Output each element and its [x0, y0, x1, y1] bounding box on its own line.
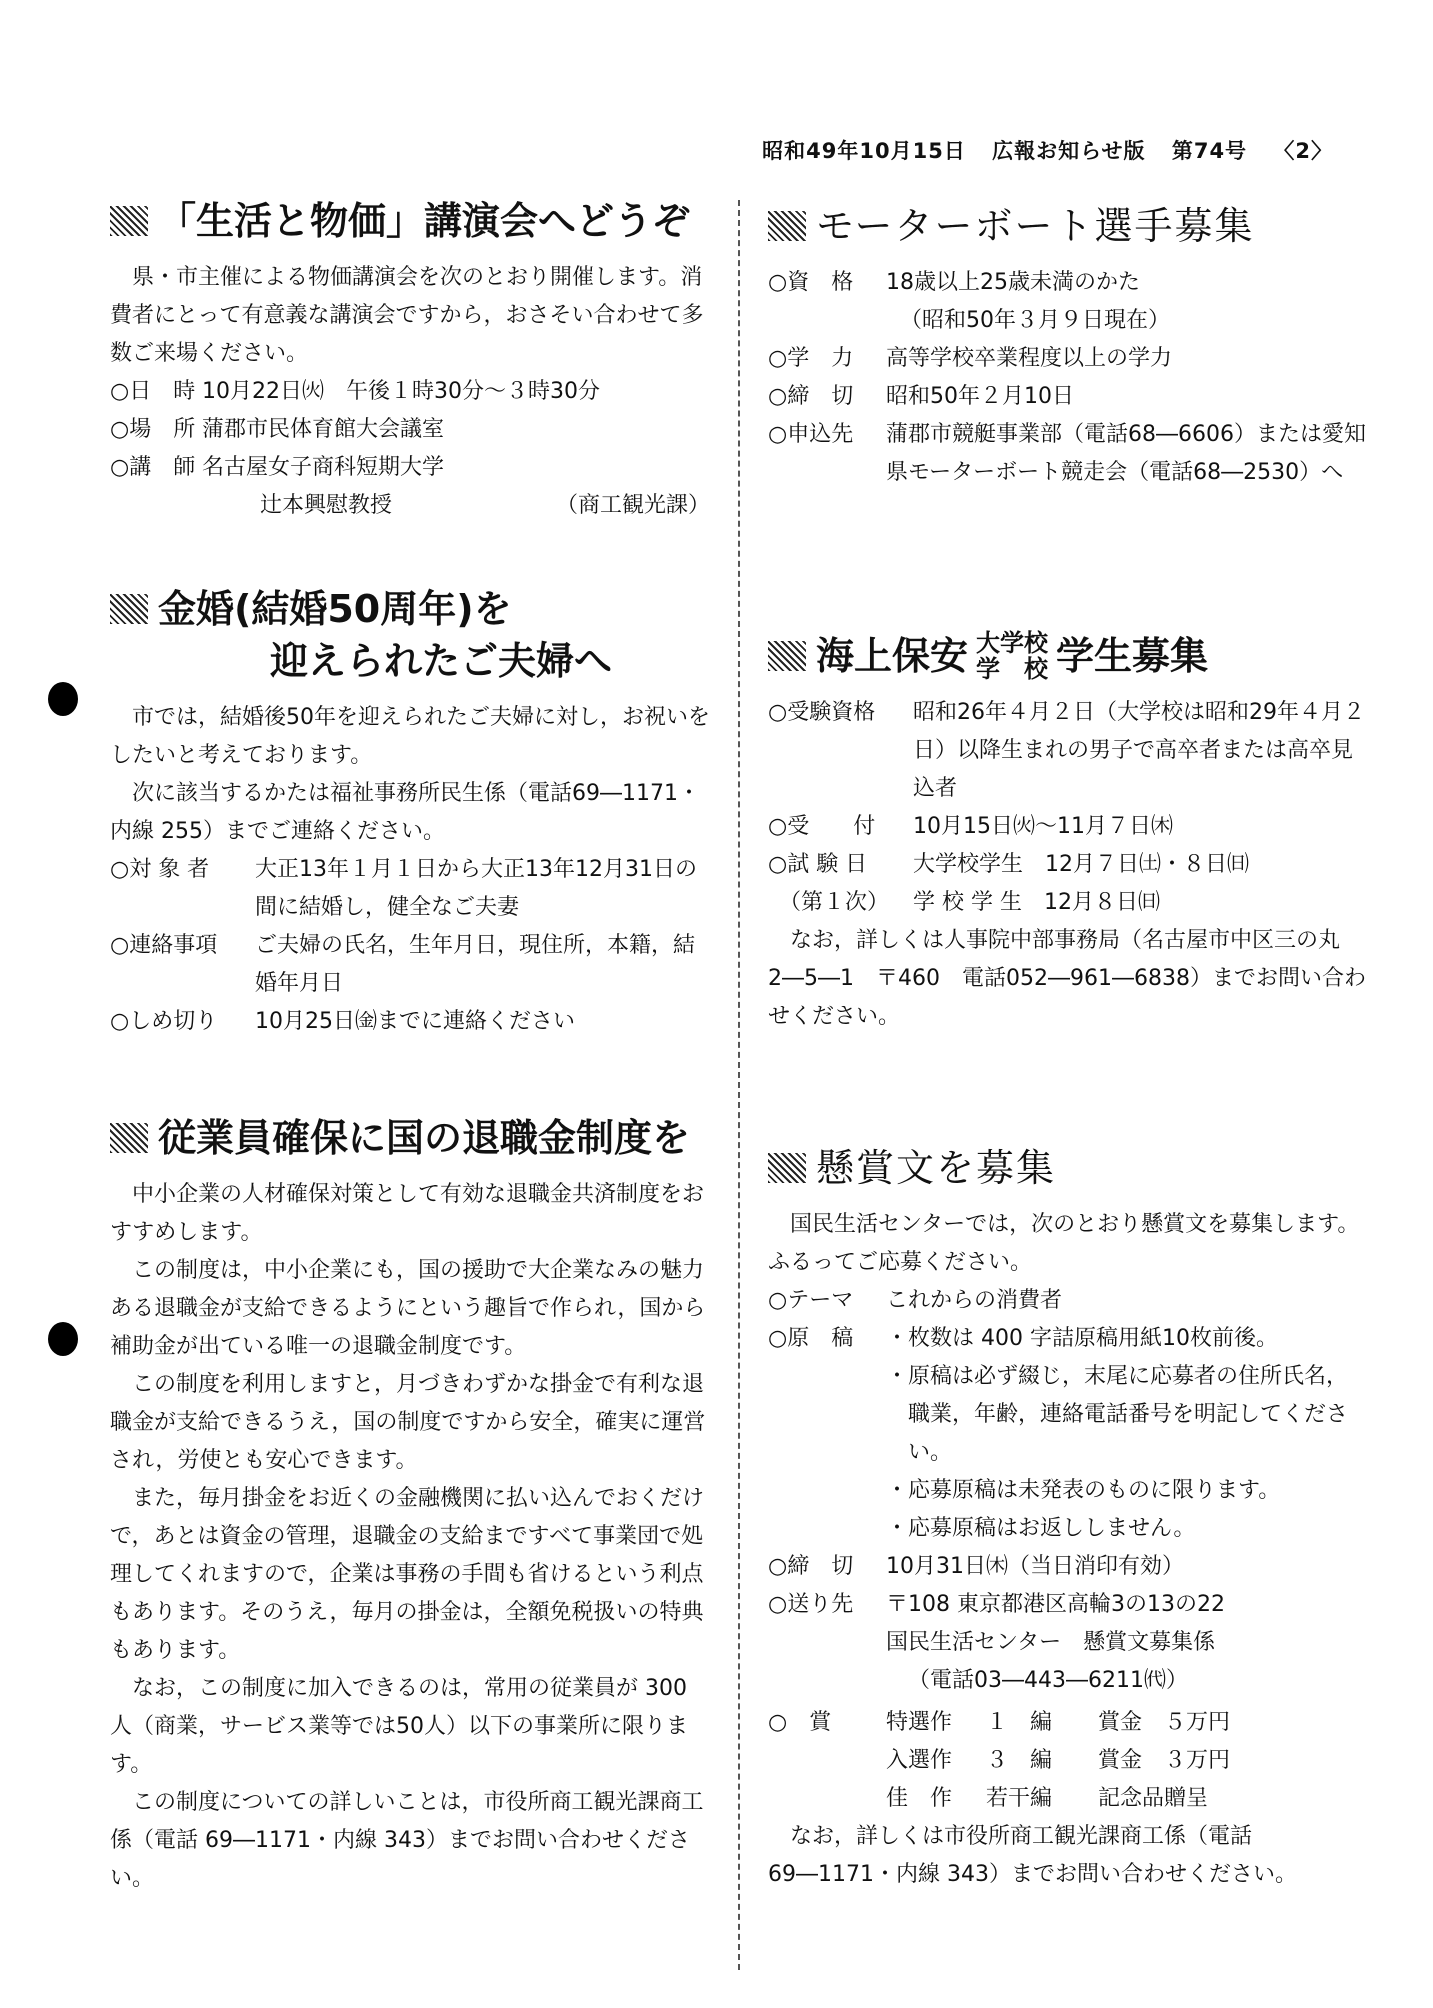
hatch-icon [768, 1153, 806, 1183]
retirement-para-6: この制度についての詳しいことは，市役所商工観光課商工係（電話 69―1171・内線 343）までお問い合わせください。 [110, 1790, 704, 1891]
prize-row: 特選作 １ 編 賞金 ５万円 [886, 1710, 1231, 1735]
retirement-para-5: なお，この制度に加入できるのは，常用の従業員が 300 人（商業，サービス業等では50人）以下の事業所に限ります。 [110, 1676, 688, 1777]
header-date: 昭和49年10月15日 [762, 139, 966, 163]
punch-hole-top [48, 682, 78, 716]
boat-item-deadline: ○締 切 昭和50年２月10日 [768, 384, 1074, 409]
lecture-title: 「生活と物価」講演会へどうぞ [110, 195, 710, 247]
golden-title-line1: 金婚(結婚50周年)を [110, 583, 710, 635]
prize-row: 入選作 ３ 編 賞金 ３万円 [886, 1748, 1231, 1773]
hatch-icon [768, 211, 806, 241]
essay-item-manuscript: ○原 稿 ・ 枚数は 400 字詰原稿用紙10枚前後。 ・ 原稿は必ず綴じ，末尾に応募者の住所氏名，職業，年齢，連絡電話番号を明記してください。 ・ 応募原稿は未発表のものに限ります。 ・ 応募原稿はお返ししません。 [768, 1320, 1368, 1548]
essay-recipient: 国民生活センター 懸賞文募集係 [886, 1630, 1216, 1655]
boat-title: モーターボート選手募集 [768, 200, 1368, 252]
coast-item-exam-first: （第１次） 学 校 学 生 12月８日㈰ [768, 890, 1160, 915]
retirement-section [110, 1112, 710, 1898]
lecture-intro: 県・市主催による物価講演会を次のとおり開催します。消費者にとって有意義な講演会ですから，おさそい合わせて多数ご来場ください。 [110, 265, 704, 366]
golden-item-contact: ○連絡事項 ご夫婦の氏名，生年月日，現住所，本籍，結婚年月日 [110, 933, 696, 996]
essay-item-deadline: ○締 切 10月31日㈭（当日消印有効） [768, 1554, 1184, 1579]
lecture-item-speaker: ○講 師 名古屋女子商科短期大学 [110, 455, 445, 480]
coast-guard-title-sub: 大学校 学 校 [976, 629, 1049, 683]
coast-item-reception: ○受 付 10月15日㈫～11月７日㈭ [768, 814, 1173, 839]
essay-title: 懸賞文を募集 [768, 1142, 1368, 1194]
header-issue: 第74号 [1171, 139, 1248, 163]
golden-item-deadline: ○しめ切り 10月25日㈮までに連絡ください [110, 1009, 575, 1034]
punch-hole-bottom [48, 1322, 78, 1356]
lecture-item-datetime: ○日 時 10月22日㈫ 午後１時30分～３時30分 [110, 379, 600, 404]
boat-item-qualification: ○資 格 18歳以上25歳未満のかた [768, 270, 1140, 295]
lecture-item-place: ○場 所 蒲郡市民体育館大会議室 [110, 417, 445, 442]
essay-address: 〒108 東京都港区高輪3の13の22 [886, 1592, 1225, 1617]
boat-section [768, 200, 1368, 492]
prize-row: 佳 作 若干編 記念品贈呈 [886, 1786, 1209, 1811]
golden-para-1: 市では，結婚後50年を迎えられたご夫婦に対し，お祝いをしたいと考えております。 [110, 705, 710, 768]
boat-item-qualification-date: （昭和50年３月９日現在） [900, 308, 1170, 333]
golden-item-target: ○対 象 者 大正13年１月１日から大正13年12月31日の間に結婚し，健全なご夫妻 [110, 857, 697, 920]
hatch-icon [110, 206, 148, 236]
essay-note: なお，詳しくは市役所商工観光課商工係（電話69―1171・内線 343）までお問い合わせください。 [768, 1824, 1297, 1887]
header-page: 〈2〉 [1273, 139, 1333, 163]
essay-item-prizes: ○ 賞 特選作 １ 編 賞金 ５万円 入選作 ３ 編 賞金 ３万円 佳 作 若干編 記念品贈呈 [768, 1704, 1368, 1818]
boat-item-education: ○学 力 高等学校卒業程度以上の学力 [768, 346, 1173, 371]
coast-item-eligibility: ○受験資格 昭和26年４月２日（大学校は昭和29年４月２日）以降生まれの男子で高卒者または高卒見込者 [768, 700, 1365, 801]
essay-phone: （電話03―443―6211㈹） [908, 1668, 1188, 1693]
retirement-para-4: また，毎月掛金をお近くの金融機関に払い込んでおくだけで，あとは資金の管理，退職金の支給まですべて事業団で処理してくれますので，企業は事務の手間も省けるという利点もあります。そのうえ，毎月の掛金は，全額免税扱いの特典もあります。 [110, 1486, 705, 1663]
coast-guard-section [768, 630, 1368, 1036]
header-edition: 広報お知らせ版 [992, 139, 1146, 163]
essay-bullet: ・ 原稿は必ず綴じ，末尾に応募者の住所氏名，職業，年齢，連絡電話番号を明記してください。 [886, 1364, 1349, 1465]
golden-para-2: 次に該当するかたは福祉事務所民生係（電話69―1171・内線 255）までご連絡ください。 [110, 781, 700, 844]
golden-title-line2: 迎えられたご夫婦へ [270, 639, 613, 683]
boat-item-apply: ○申込先 蒲郡市競艇事業部（電話68―6606）または愛知県モーターボート競走会（電話68―2530）へ [768, 422, 1366, 485]
page-header [744, 135, 1333, 165]
essay-bullet: ・ 応募原稿は未発表のものに限ります。 [886, 1478, 1281, 1503]
lecture-speaker-name: 辻本興慰教授 （商工観光課） [260, 493, 710, 518]
coast-note: なお，詳しくは人事院中部事務局（名古屋市中区三の丸2―5―1 〒460 電話052―961―6838）までお問い合わせください。 [768, 928, 1366, 1029]
golden-wedding-section [110, 583, 710, 1041]
retirement-para-1: 中小企業の人材確保対策として有効な退職金共済制度をおすすめします。 [110, 1182, 705, 1245]
essay-item-theme: ○テーマ これからの消費者 [768, 1288, 1063, 1313]
essay-section [768, 1142, 1368, 1894]
coast-item-exam-date: ○試 験 日 大学校学生 12月７日㈯・８日㈰ [768, 852, 1249, 877]
coast-guard-title: 海上保安 大学校 学 校 学生募集 [768, 630, 1368, 682]
essay-item-destination: ○送り先 〒108 東京都港区高輪3の13の22 国民生活センター 懸賞文募集係 （電話03―443―6211㈹） [768, 1586, 1368, 1700]
retirement-para-3: この制度を利用しますと，月づきわずかな掛金で有利な退職金が支給できるうえ，国の制度ですから安全，確実に運営され，労使とも安心できます。 [110, 1372, 706, 1473]
hatch-icon [110, 1123, 148, 1153]
retirement-para-2: この制度は，中小企業にも，国の援助で大企業なみの魅力ある退職金が支給できるようにという趣旨で作られ，国から補助金が出ている唯一の退職金制度です。 [110, 1258, 706, 1359]
hatch-icon [768, 641, 806, 671]
essay-bullet: ・ 枚数は 400 字詰原稿用紙10枚前後。 [886, 1326, 1278, 1351]
essay-bullet: ・ 応募原稿はお返ししません。 [886, 1516, 1196, 1541]
essay-intro: 国民生活センターでは，次のとおり懸賞文を募集します。ふるってご応募ください。 [768, 1212, 1360, 1275]
column-divider [738, 200, 740, 1970]
hatch-icon [110, 594, 148, 624]
lecture-section [110, 195, 710, 525]
retirement-title: 従業員確保に国の退職金制度を [110, 1112, 710, 1164]
